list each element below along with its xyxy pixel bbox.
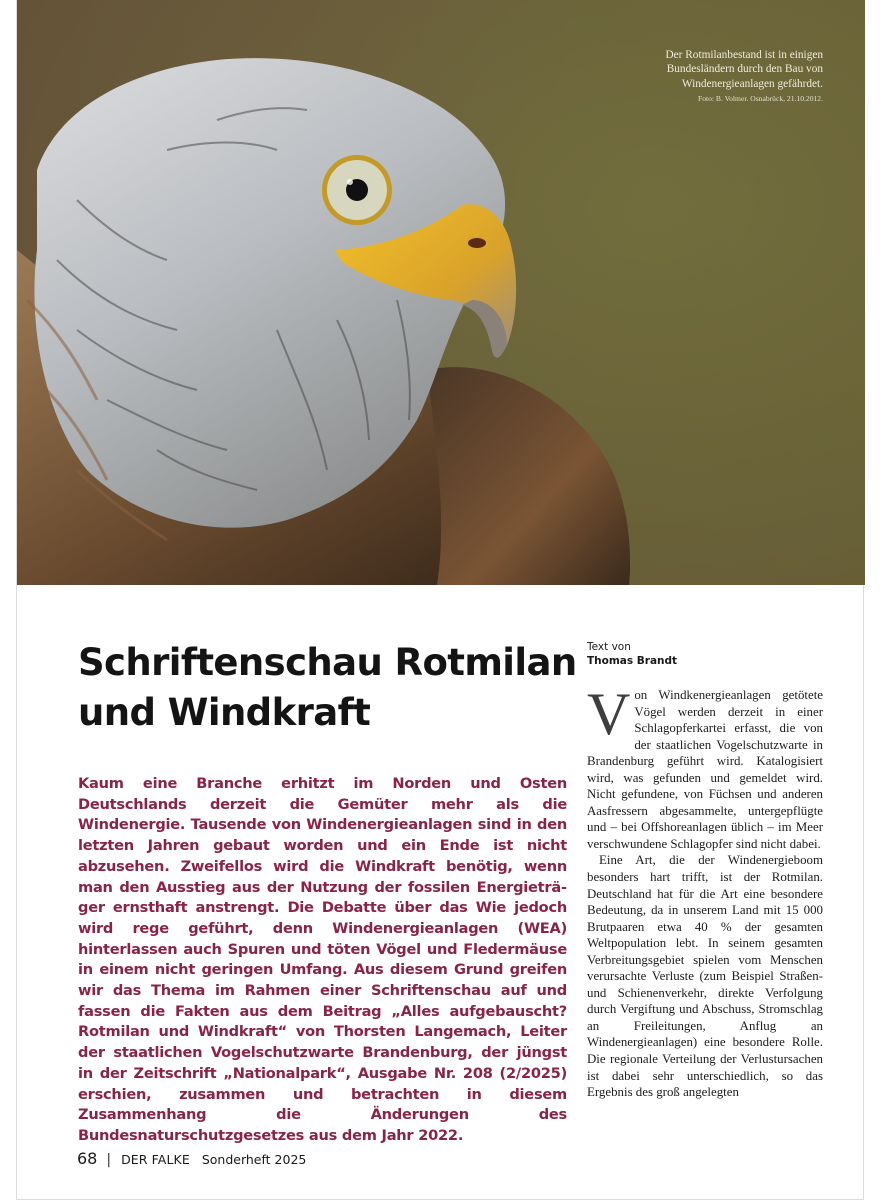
photo-credit: Foto: B. Volmer. Osnabrück, 21.10.2012.: [697, 93, 823, 103]
footer-separator: |: [106, 1152, 112, 1168]
body-paragraph-1: [587, 681, 823, 852]
body-paragraph-1-text: on Windkenergieanlagen getötete Vögel werden derzeit in einer Schlagopferkartei erfasst, die von der staatlichen Vogelschutzwarte in Brandenburg geführt wird. Katalogisiert wird, was gefunden und gemeldet wird. Nicht gefundene, von Füchsen und anderen Aasfressern abgesammelte, untergepflügte und – bei Offshoreanlagen üblich – im Meer verschwundene Schlagopfer sind nicht dabei.: [587, 688, 823, 851]
red-kite-photo: [17, 0, 865, 585]
lead-paragraph: Kaum eine Branche erhitzt im Norden und Osten Deutschlands derzeit die Gemüter mehr als die Windenergie. Tausende von Windenergieanlagen sind in den letzten Jahren gebaut worden und ein Ende ist nicht abzusehen. Zweifellos wird die Windkraft benötig, wenn man den Ausstieg aus der Nutzung der fossilen Energieträger ernsthaft anstrengt. Die Debatte über das Wie jedoch wird rege geführt, denn Windenergieanlagen (WEA) hinterlassen auch Spuren und töten Vögel und Fledermäuse in einem nicht geringen Umfang. Aus diesem Grund greifen wir das Thema im Rahmen einer Schriftenschau auf und fassen die Fakten aus dem Beitrag „Alles aufgebauscht? Rotmilan und Windkraft“ von Thorsten Langemach, Leiter der staatlichen Vogelschutzwarte Brandenburg, der jüngst in der Zeitschrift „Nationalpark“, Ausgabe Nr. 208 (2/2025) erschien, zusammen und betrachten in diesem Zusammenhang die Änderungen des Bundesnaturschutzgesetzes aus dem Jahr 2022.: [78, 775, 567, 1144]
magazine-page: [16, 0, 864, 1200]
title-line-2: und Windkraft: [78, 691, 371, 734]
photo-caption: [643, 48, 823, 104]
issue-label: Sonderheft 2025: [201, 1152, 307, 1167]
byline-author: Thomas Brandt: [587, 655, 678, 667]
magazine-name: DER FALKE: [121, 1152, 190, 1167]
body-column: [587, 681, 823, 1101]
page-number: 68: [77, 1149, 98, 1168]
body-paragraph-2: Eine Art, die der Windenergieboom besonders hart trifft, ist der Rotmilan. Deutschland hat für die Art eine besondere Bedeutung, da in unserem Land mit 15 000 Brutpaaren etwa 40 % der gesamten Weltpopulation lebt. In seinem gesamten Verbreitungsgebiet spielen vom Menschen verursachte Verluste (zum Beispiel Straßen- und Schienenverkehr, direkte Verfolgung durch Vergiftung und Abschuss, Stromschlag an Freileitungen, Anflug an Windenergieanlagen) eine besondere Rolle. Die regionale Verteilung der Verlustursachen ist dabei sehr unterschiedlich, so das Ergebnis des groß angelegten: [587, 853, 823, 1100]
page-footer: [77, 1149, 306, 1168]
title-line-1: Schriftenschau Rotmilan: [78, 641, 577, 684]
drop-cap: V: [587, 681, 631, 747]
byline: [587, 640, 677, 668]
caption-text: Der Rotmilanbestand ist in einigen Bundesländern durch den Bau von Windenergieanlagen gefährdet.: [665, 49, 823, 90]
article-title: [78, 638, 578, 738]
byline-label: Text von: [587, 641, 631, 653]
